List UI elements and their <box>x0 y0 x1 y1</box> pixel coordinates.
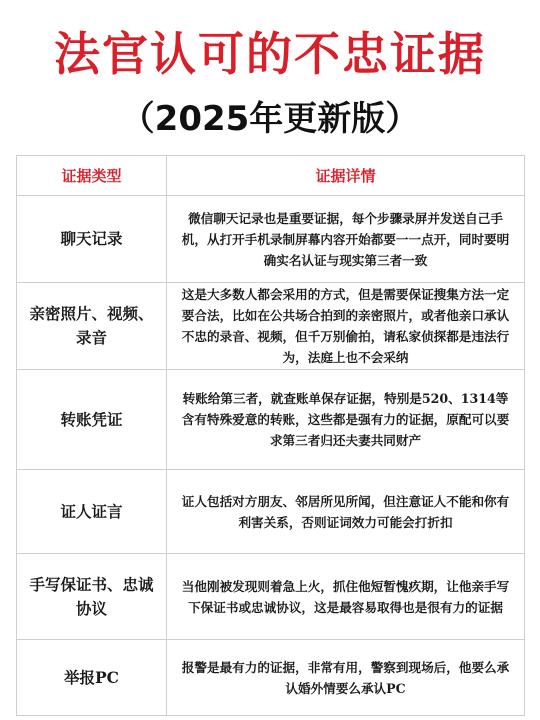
table-row <box>17 196 525 283</box>
page-title: 法官认可的不忠证据 <box>54 27 486 81</box>
table-row <box>17 470 525 554</box>
evidence-detail-cell: 微信聊天记录也是重要证据，每个步骤录屏并发送自己手机，从打开手机录制屏幕内容开始都要一一点开，同时要明确实名认证与现实第三者一致 <box>167 196 525 283</box>
table-row <box>17 640 525 716</box>
table-row <box>17 283 525 370</box>
table-row <box>17 554 525 640</box>
evidence-type-cell: 证人证言 <box>17 470 167 554</box>
evidence-type-cell: 聊天记录 <box>17 196 167 283</box>
evidence-type-cell: 举报PC <box>17 640 167 716</box>
evidence-detail-cell: 这是大多数人都会采用的方式，但是需要保证搜集方法一定要合法，比如在公共场合拍到的亲密照片，或者他亲口承认不忠的录音、视频，但千万别偷拍，请私家侦探都是违法行为，法庭上也不会采纳 <box>167 283 525 370</box>
page-subtitle: （2025年更新版） <box>120 99 420 139</box>
table-row <box>17 370 525 470</box>
evidence-table-container <box>16 155 524 716</box>
evidence-type-cell: 手写保证书、忠诚协议 <box>17 554 167 640</box>
evidence-detail-cell: 转账给第三者，就查账单保存证据，特别是520、1314等含有特殊爱意的转账，这些都是强有力的证据，原配可以要求第三者归还夫妻共同财产 <box>167 370 525 470</box>
header-evidence-type: 证据类型 <box>17 156 167 196</box>
evidence-detail-cell: 当他刚被发现则着急上火，抓住他短暂愧疚期，让他亲手写下保证书或忠诚协议，这是最容易取得也是很有力的证据 <box>167 554 525 640</box>
evidence-type-cell: 转账凭证 <box>17 370 167 470</box>
header-evidence-detail: 证据详情 <box>167 156 525 196</box>
table-header-row <box>17 156 525 196</box>
evidence-type-cell: 亲密照片、视频、录音 <box>17 283 167 370</box>
evidence-table <box>16 155 525 716</box>
evidence-detail-cell: 证人包括对方朋友、邻居所见所闻，但注意证人不能和你有利害关系，否则证词效力可能会打折扣 <box>167 470 525 554</box>
evidence-detail-cell: 报警是最有力的证据，非常有用，警察到现场后，他要么承认婚外情要么承认PC <box>167 640 525 716</box>
